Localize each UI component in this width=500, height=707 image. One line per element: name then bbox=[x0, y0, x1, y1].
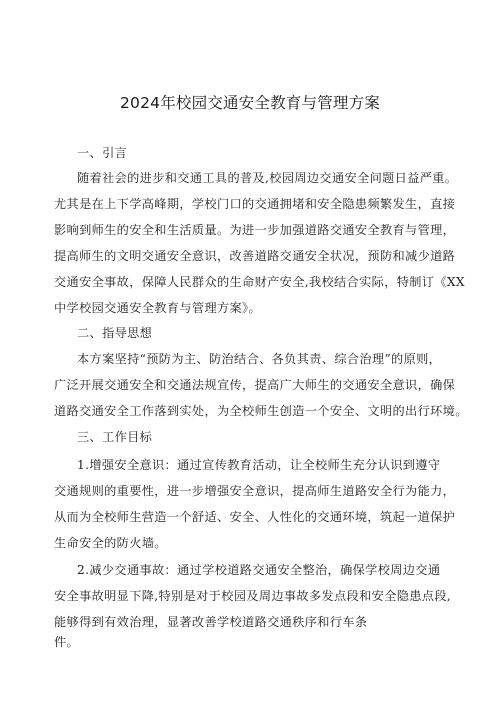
goal-item-line: 1.增强安全意识：通过宣传教育活动，让全校师生充分认识到遵守 bbox=[77, 458, 441, 472]
section-heading-intro: 一、引言 bbox=[77, 146, 128, 160]
section-heading-work-goals: 三、工作目标 bbox=[77, 430, 153, 444]
paragraph-line: 道路交通安全工作落到实处，为全校师生创造一个安全、文明的出行环境。 bbox=[54, 404, 468, 418]
paragraph-line: 影响到师生的安全和生活质量。为进一步加强道路交通安全教育与管理， bbox=[54, 223, 456, 237]
goal-item-line: 安全事故明显下降,特别是对于校园及周边事故多发点段和安全隐患点段, bbox=[54, 589, 452, 603]
goal-item-line: 从而为全校师生营造一个舒适、安全、人性化的交通环境，筑起一道保护 bbox=[54, 510, 456, 524]
paragraph-line: 广泛开展交通安全和交通法规宣传，提高广大师生的交通安全意识，确保 bbox=[54, 378, 456, 392]
document-title: 2024年校园交通安全教育与管理方案 bbox=[119, 94, 381, 112]
paragraph-line: 尤其是在上下学高峰期，学校门口的交通拥堵和安全隐患频繁发生，直接 bbox=[54, 197, 456, 211]
paragraph-line: 提高师生的文明交通安全意识，改善道路交通安全状况，预防和减少道路 bbox=[54, 249, 456, 263]
paragraph-line: 随着社会的进步和交通工具的普及,校园周边交通安全问题日益严重。 bbox=[77, 171, 458, 185]
goal-item-line: 生命安全的防火墙。 bbox=[54, 536, 167, 550]
paragraph-line: 交通安全事故，保障人民群众的生命财产安全,我校结合实际，特制订《XX bbox=[54, 275, 465, 289]
paragraph-line: 本方案坚持“预防为主、防治结合、各负其责、综合治理”的原则， bbox=[77, 352, 442, 366]
goal-item-line: 能够得到有效治理，显著改善学校道路交通秩序和行车条 bbox=[54, 615, 368, 629]
goal-item-line: 交通规则的重要性，进一步增强安全意识，提高师生道路安全行为能力， bbox=[54, 484, 456, 498]
section-heading-guiding-ideology: 二、指导思想 bbox=[77, 326, 153, 340]
goal-item-line: 件。 bbox=[54, 635, 80, 649]
goal-item-line: 2.减少交通事故：通过学校道路交通安全整治，确保学校周边交通 bbox=[77, 563, 441, 577]
paragraph-line: 中学校园交通安全教育与管理方案》。 bbox=[54, 301, 262, 315]
